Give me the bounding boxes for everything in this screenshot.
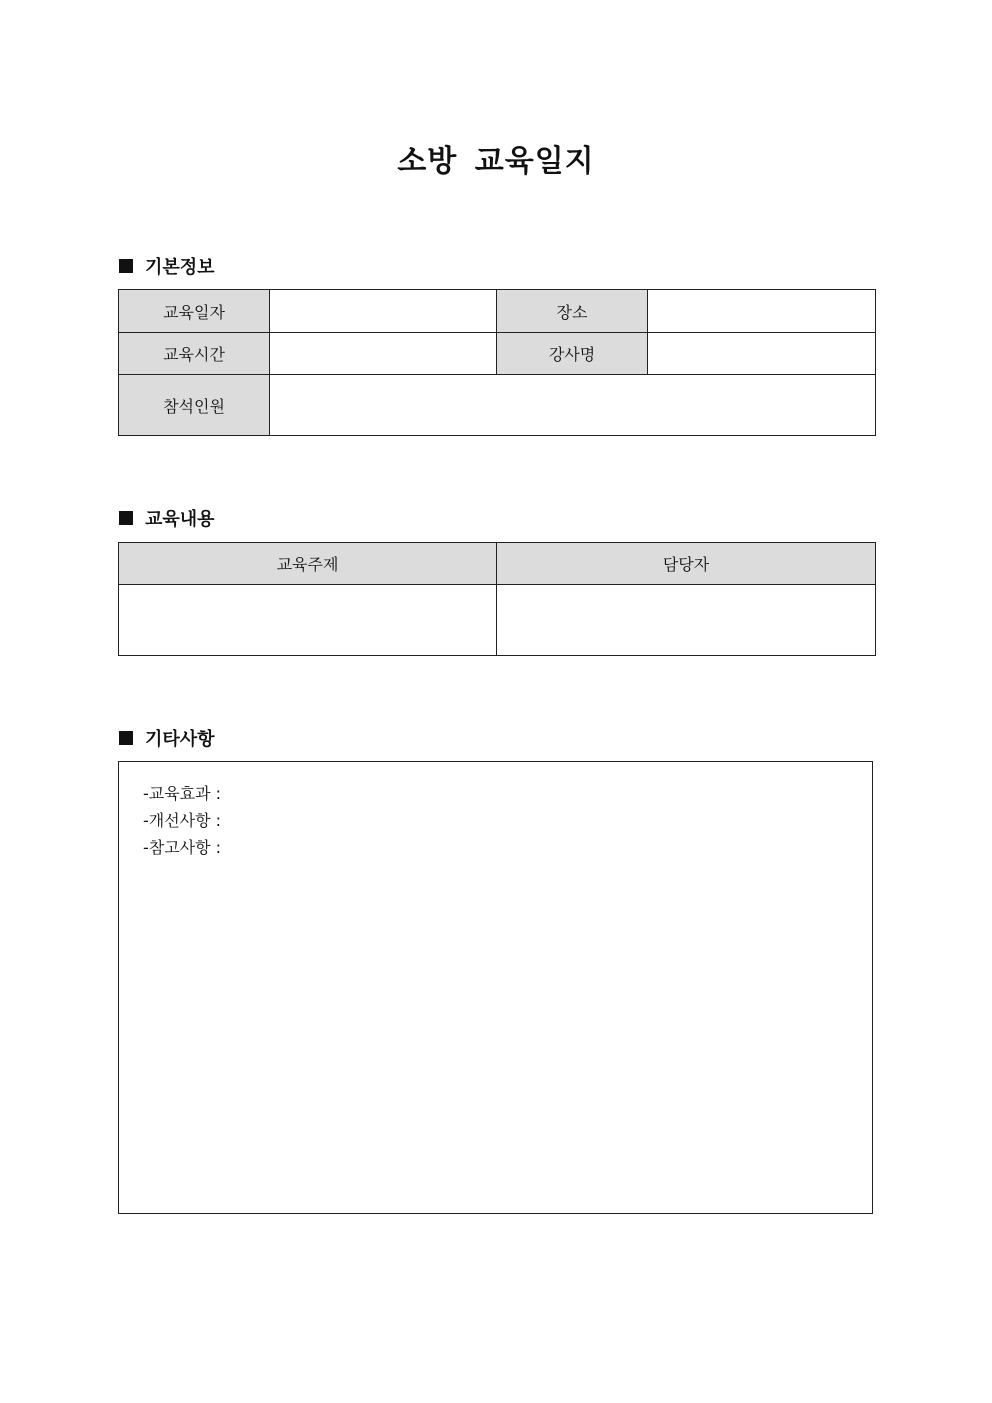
person-in-charge-column-header: 담당자 [497, 543, 876, 585]
education-date-field[interactable] [270, 290, 497, 333]
instructor-field[interactable] [648, 333, 876, 375]
section-heading-other [119, 725, 215, 751]
education-time-label: 교육시간 [119, 333, 270, 375]
attendees-label: 참석인원 [119, 375, 270, 436]
education-time-field[interactable] [270, 333, 497, 375]
section-heading-basic-info [119, 253, 215, 279]
other-notes-box[interactable] [118, 761, 873, 1214]
table-header-row [119, 543, 876, 585]
table-row [119, 333, 876, 375]
section-heading-label: 기본정보 [145, 257, 215, 278]
table-row [119, 585, 876, 656]
attendees-field[interactable] [270, 375, 876, 436]
instructor-label: 강사명 [497, 333, 648, 375]
topic-cell[interactable] [119, 585, 497, 656]
square-bullet-icon [119, 731, 133, 745]
square-bullet-icon [119, 259, 133, 273]
section-heading-label: 교육내용 [145, 509, 215, 530]
topic-column-header: 교육주제 [119, 543, 497, 585]
location-field[interactable] [648, 290, 876, 333]
list-item: -개선사항 : [143, 811, 222, 830]
section-heading-label: 기타사항 [145, 729, 215, 750]
content-table [118, 542, 876, 656]
basic-info-table [118, 289, 876, 436]
education-date-label: 교육일자 [119, 290, 270, 333]
person-in-charge-cell[interactable] [497, 585, 876, 656]
table-row [119, 290, 876, 333]
section-heading-content [119, 505, 215, 531]
list-item: -교육효과 : [143, 784, 222, 803]
list-item: -참고사항 : [143, 838, 222, 857]
page-title: 소방 교육일지 [397, 144, 595, 179]
location-label: 장소 [497, 290, 648, 333]
square-bullet-icon [119, 511, 133, 525]
table-row [119, 375, 876, 436]
